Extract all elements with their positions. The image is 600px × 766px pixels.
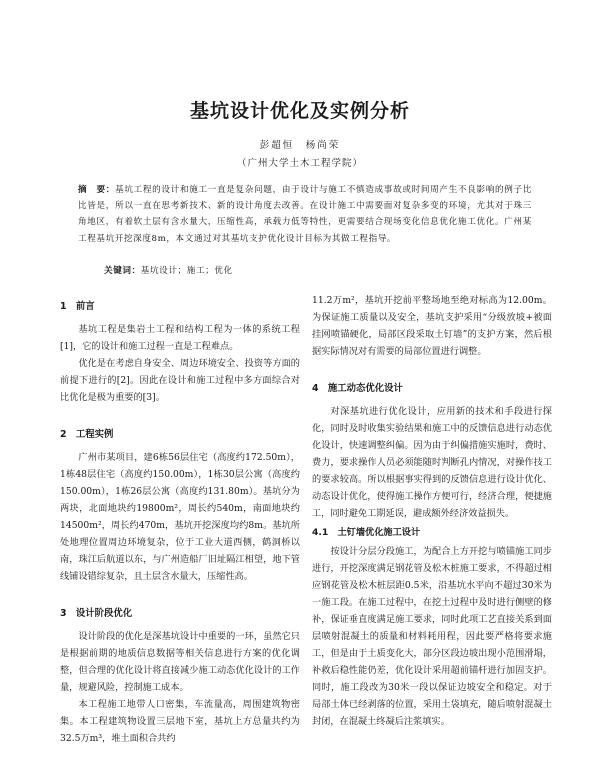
section-4-1-paragraph-1: 按设计分层分段施工，为配合上方开挖与喷锚施工同步进行，开挖深度满足钢花管及松木桩施工要求，不得超过相应钢花管及松木桩层距0.5米，沿基坑水平向不超过30米为一施工段。在施工过程中，在挖土过程中及时进行侧壁的修补，保证垂直度满足施工要求，同时此项工艺直接关系到面层喷射混凝土的质量和材料耗用程，因此要严格将要求施工，但是由于土质变化大，部分区段边坡出现小范围滑塌，补救后稳性能仍差，优化设计采用超前锚杆进行加固支护。同时，施工段改为30米一段以保证边坡安全和稳定。对于局部土体已经剥落的位置，采用土袋填充，随后喷射混凝土封闭，在混凝土终凝后注浆填实。 xyxy=(312,546,552,727)
section-spacer xyxy=(60,406,300,420)
keywords-text: 基坑设计；施工；优化 xyxy=(140,266,233,276)
keywords xyxy=(104,264,524,276)
left-column xyxy=(60,292,300,747)
section-3-paragraph-2: 本工程施工地带人口密集，车流量高，周围建筑物密集。本工程建筑物设置三层地下室，基坑上方总量共约为32.5万m³，堆土面积合共约 xyxy=(60,699,300,744)
paper-authors: 彭超恒 杨尚荣 xyxy=(259,140,341,151)
section-3-heading: 3 设计阶段优化 xyxy=(60,608,133,619)
abstract-label: 摘 要： xyxy=(78,185,116,195)
section-spacer xyxy=(60,585,300,599)
paper-affiliation: （广州大学土木工程学院） xyxy=(236,158,363,169)
keywords-label: 关键词： xyxy=(104,266,141,276)
section-spacer xyxy=(312,360,552,374)
section-4-heading: 4 施工动态优化设计 xyxy=(312,383,403,394)
section-2-heading: 2 工程实例 xyxy=(60,429,114,440)
continued-paragraph: 11.2万m²，基坑开挖前平整场地至绝对标高为12.00m。为保证施工质量以及安全，基坑支护采用“分级放坡+被面挂网喷锚硬化，局部区段采取土钉墙”的支护方案，然后根据实际情况对有需要的局部位置进行调整。 xyxy=(312,295,552,357)
section-3-paragraph-1: 设计阶段的优化是深基坑设计中重要的一环，虽然它只是根据前期的地质信息数据等相关信息进行方案的优化调整，但合理的优化设计将直接减少施工动态优化设计的工作量，规避风险，控制施工成本。 xyxy=(60,631,300,693)
section-4-paragraph-1: 对深基坑进行优化设计，应用新的技术和手段进行探化，同时及时收集实验结果和施工中的反馈信息进行动态优化设计，快速调整纠偏。因为由于纠偏措施实施时，费时、费力，要求操作人员必须能随时判断孔内情况，对操作技工的要求较高。所以根据事实得到的反馈信息进行设计优化、动态设计优化，使得施工操作方便可行，经济合理，便捷施工，同时避免工期延误，避成额外经济效益损失。 xyxy=(312,406,552,519)
paper-title: 基坑设计优化及实例分析 xyxy=(189,100,410,122)
section-1-paragraph-2: 优化是在考虑自身安全、周边环境安全、投资等方面的前提下进行的[2]。因此在设计和施工过程中多方面综合对比优化是极为重要的[3]。 xyxy=(60,358,300,403)
abstract xyxy=(78,182,532,247)
section-4-1-heading: 4.1 土钉墙优化施工设计 xyxy=(312,527,421,538)
section-2-paragraph-1: 广州市某项目，建6栋56层住宅（高度约172.50m），1栋48层住宅（高度约150.00m），1栋30层公寓（高度约150.00m），1栋26层公寓（高度约131.80m）。基坑分为两块，北面地块约19800m²，周长约540m，南面地块约14500m²，周长约470m，基坑开挖深度均约8m。基坑所处地理位置周边环境复杂，位于工业大道西侧，鹤洞桥以南，珠江后航道以东，与广州造船厂旧址隔江相望，地下管线铺设错综复杂，且土层含水量大，压缩性高。 xyxy=(60,452,300,582)
section-1-paragraph-1: 基坑工程是集岩土工程和结构工程为一体的系统工程[1]，它的设计和施工过程一直是工程难点。 xyxy=(60,324,300,352)
right-column xyxy=(312,292,552,730)
section-1-heading: 1 前言 xyxy=(60,301,95,312)
abstract-text: 基坑工程的设计和施工一直是复杂问题，由于设计与施工不慎造成事故或时间周产生不良影响的例子比比皆是，所以一直在思考新技术、新的设计角度去改善。在设计施工中需要面对复杂多变的环境，尤其对于珠三角地区，有着软土层有含水量大，压缩性高，承载力低等特性，更需要结合现场变化信息优化施工优化。广州某工程基坑开挖深度8m，本文通过对其基坑支护优化设计目标为其做工程指导。 xyxy=(78,185,532,244)
